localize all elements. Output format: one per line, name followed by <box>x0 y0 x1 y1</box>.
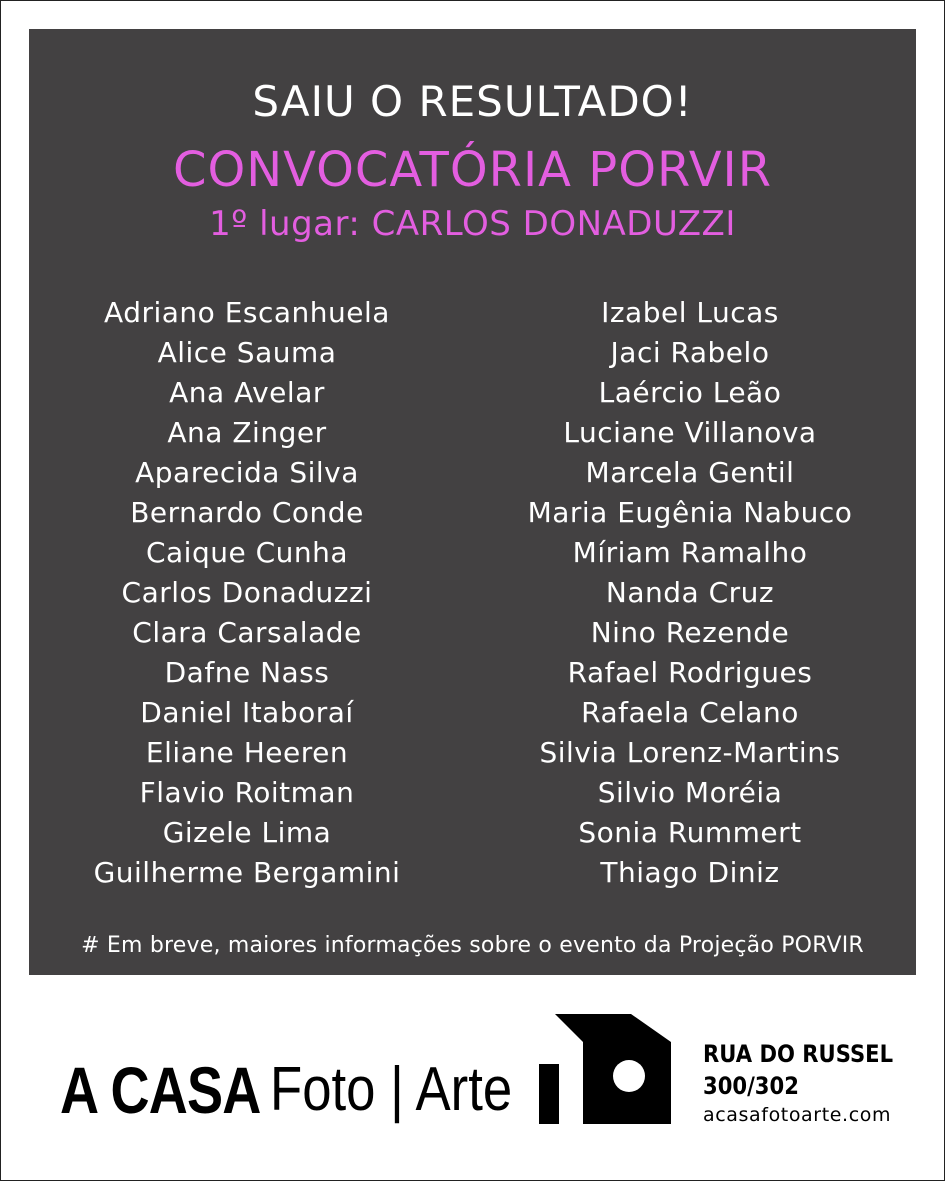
participant-name: Dafne Nass <box>164 656 330 689</box>
logo-wordmark-bold: A CASA <box>60 1053 261 1127</box>
website-text: acasafotoarte.com <box>703 1104 892 1126</box>
participant-name: Míriam Ramalho <box>572 536 808 569</box>
names-left-column <box>81 293 413 893</box>
participant-name: Luciane Villanova <box>563 416 817 449</box>
participant-name: Flavio Roitman <box>139 776 355 809</box>
names-right-column <box>516 293 864 893</box>
participant-name: Rafael Rodrigues <box>567 656 813 689</box>
participant-name: Jaci Rabelo <box>610 336 770 369</box>
participant-name: Caique Cunha <box>145 536 349 569</box>
footnote: # Em breve, maiores informações sobre o evento da Projeção PORVIR <box>81 933 864 958</box>
participant-name: Alice Sauma <box>157 336 337 369</box>
participant-name: Ana Zinger <box>167 416 327 449</box>
participant-name: Ana Avelar <box>169 376 325 409</box>
participant-name: Carlos Donaduzzi <box>121 576 373 609</box>
address-street: RUA DO RUSSEL <box>703 1040 894 1068</box>
participant-name: Gizele Lima <box>162 816 332 849</box>
participant-name: Aparecida Silva <box>135 456 359 489</box>
participant-name: Izabel Lucas <box>601 296 779 329</box>
call-title: CONVOCATÓRIA PORVIR <box>172 142 773 198</box>
participant-name: Guilherme Bergamini <box>93 856 401 889</box>
announcement-panel <box>29 29 916 975</box>
participant-name: Sonia Rummert <box>578 816 802 849</box>
brand-logo <box>60 1050 513 1130</box>
participant-name: Marcela Gentil <box>585 456 795 489</box>
address-block <box>703 1038 919 1128</box>
result-title: SAIU O RESULTADO! <box>252 77 693 126</box>
participant-name: Bernardo Conde <box>130 496 364 529</box>
house-icon <box>539 1014 675 1124</box>
participant-name: Daniel Itaboraí <box>140 696 354 729</box>
participant-name: Thiago Diniz <box>600 856 780 889</box>
participant-name: Rafaela Celano <box>581 696 799 729</box>
participant-name: Laércio Leão <box>598 376 782 409</box>
participant-name: Clara Carsalade <box>132 616 362 649</box>
participant-name: Adriano Escanhuela <box>104 296 390 329</box>
participant-name: Silvio Moréia <box>597 776 783 809</box>
logo-wordmark-light: Foto | Arte <box>270 1055 513 1124</box>
participant-name: Silvia Lorenz-Martins <box>539 736 841 769</box>
participant-name: Nanda Cruz <box>605 576 775 609</box>
participant-name: Maria Eugênia Nabuco <box>527 496 853 529</box>
winner-line: 1º lugar: CARLOS DONADUZZI <box>209 204 736 244</box>
address-number: 300/302 <box>703 1072 799 1100</box>
participant-name: Nino Rezende <box>590 616 790 649</box>
participant-name: Eliane Heeren <box>145 736 349 769</box>
